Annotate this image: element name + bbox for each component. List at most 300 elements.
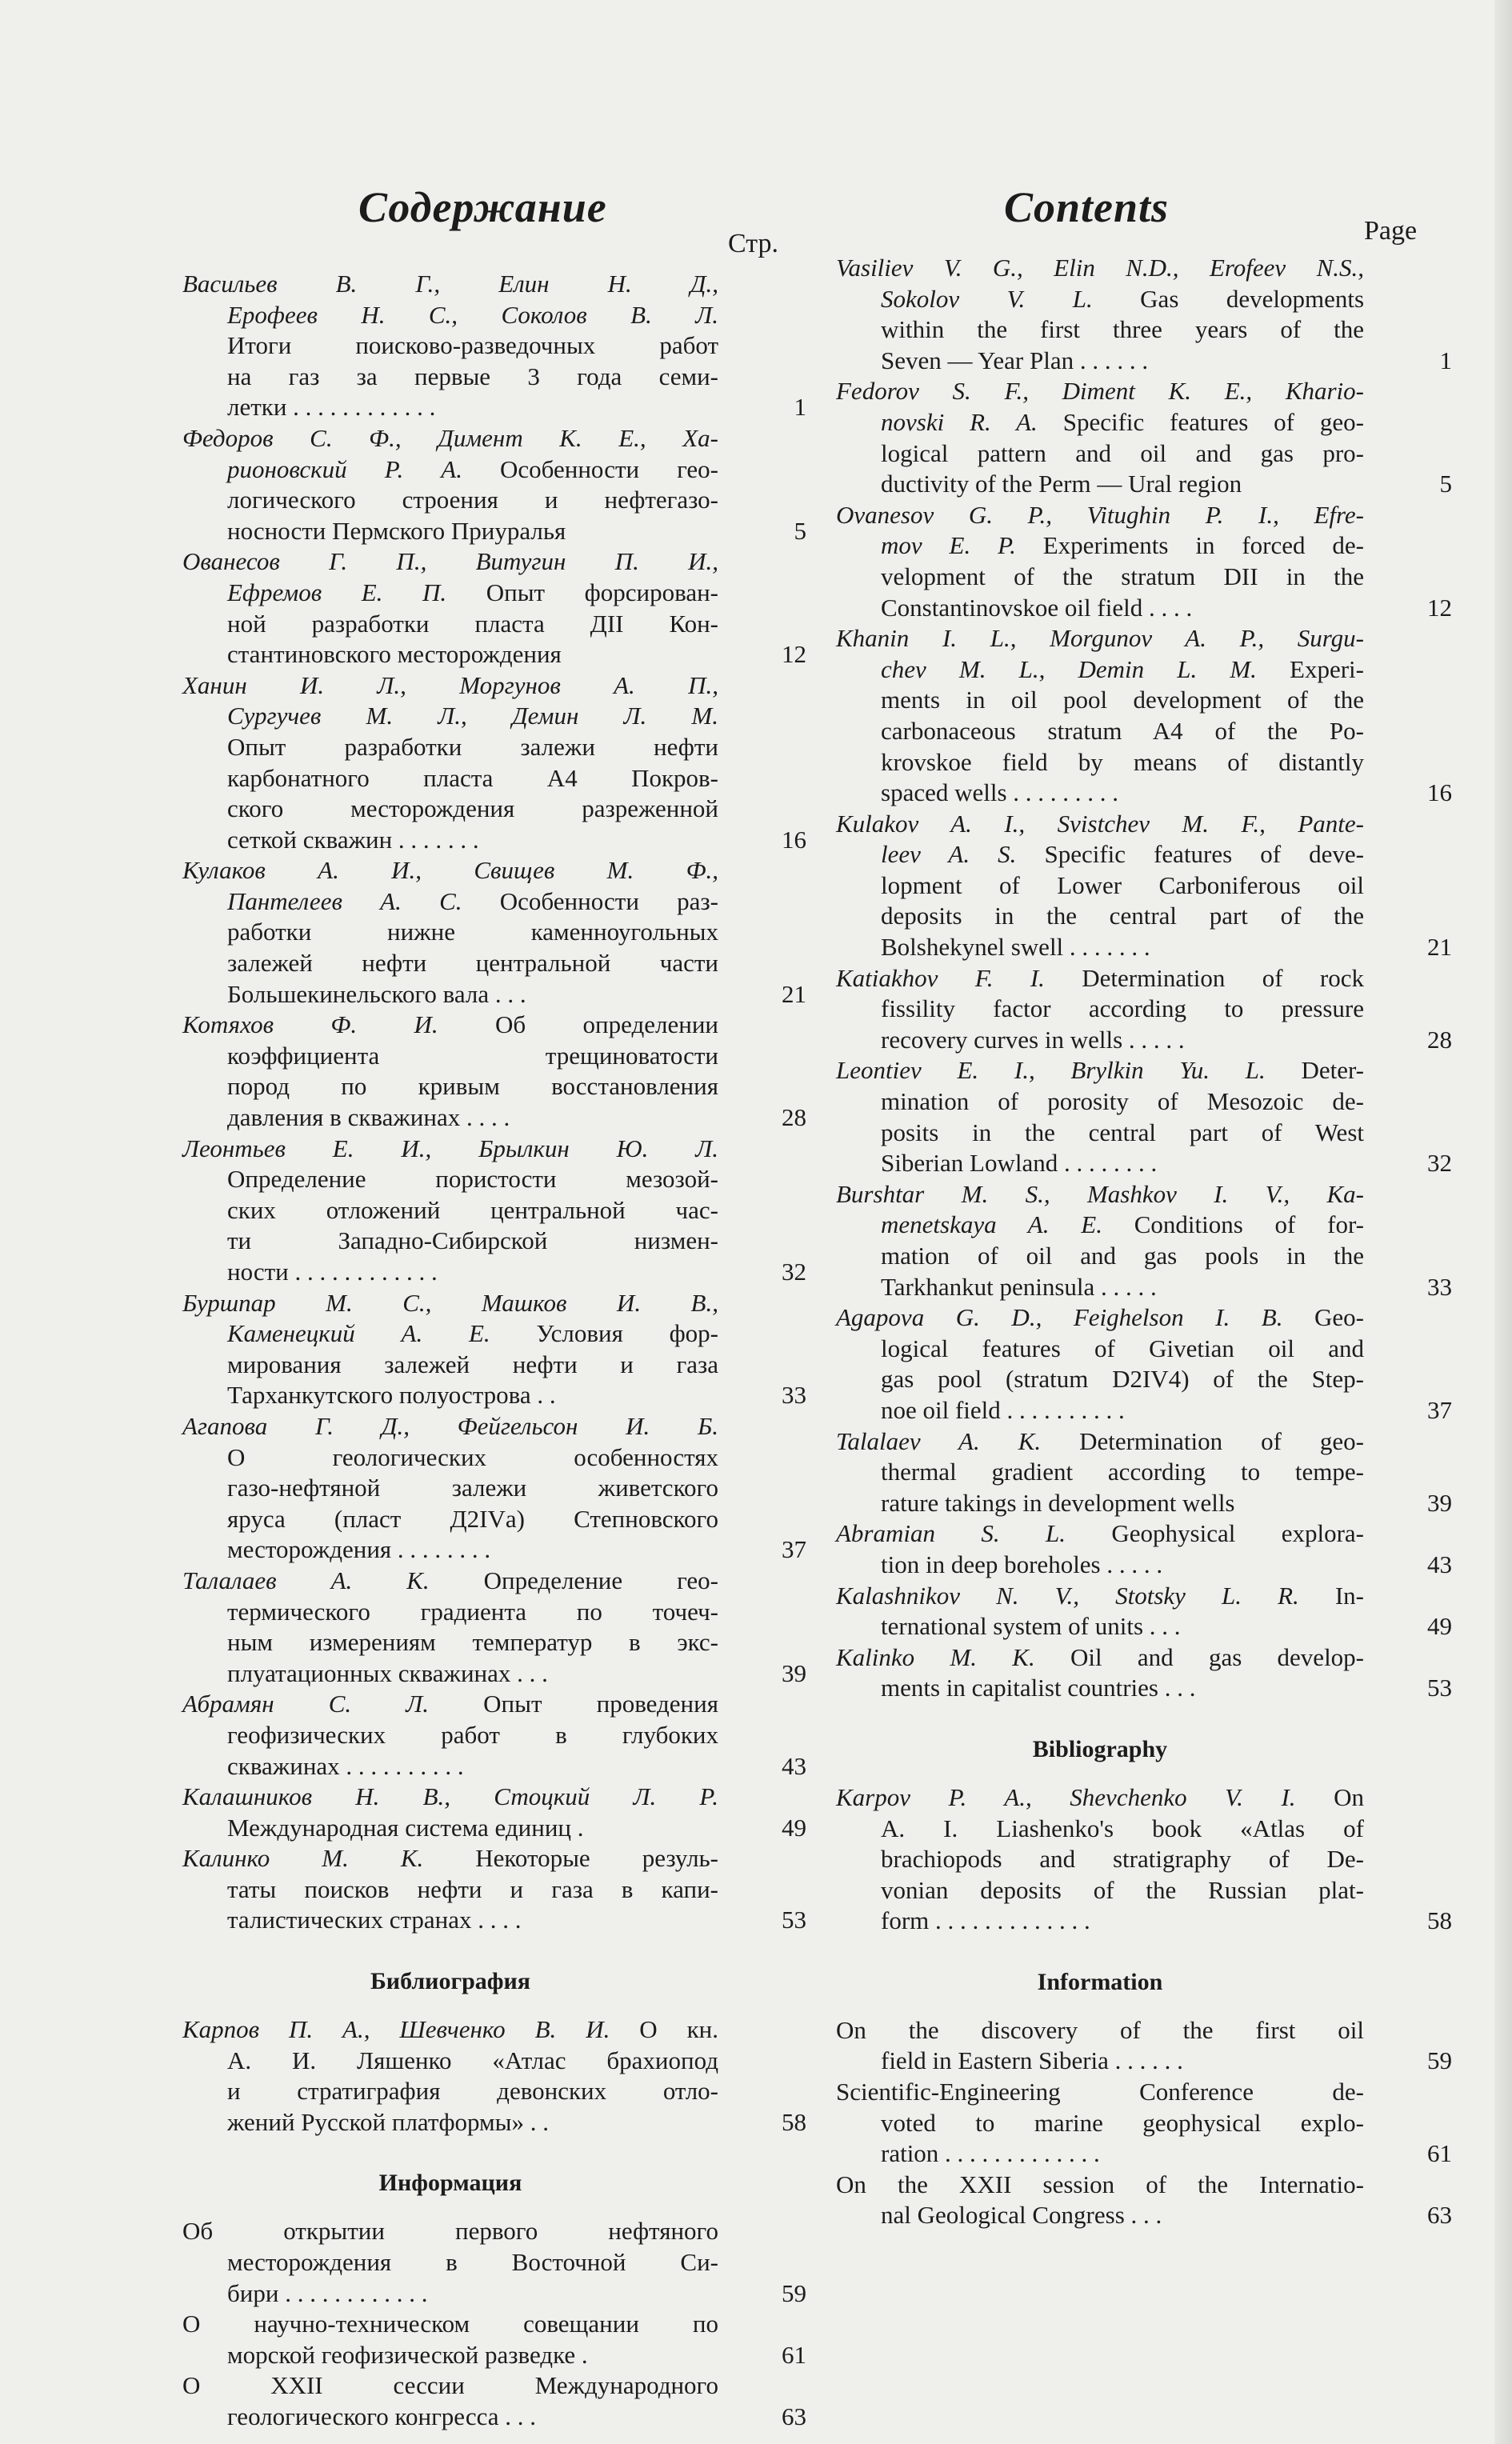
entry-authors: novski R. A. [881, 407, 1038, 436]
toc-entry-line [182, 269, 718, 300]
entry-title-text: залежей нефти центральной части [227, 949, 718, 978]
toc-entry-line [182, 516, 718, 547]
toc-entry-line [836, 314, 1364, 346]
entry-page-number: 1 [1439, 346, 1452, 374]
entry-title-text: Determination of rock [1044, 963, 1364, 992]
entry-page-number: 43 [782, 1751, 806, 1780]
toc-entry-line [836, 623, 1364, 654]
toc-entry-line [836, 376, 1364, 407]
toc-entry-line [182, 2340, 718, 2371]
toc-entry-line [836, 593, 1364, 624]
toc-entry-line [836, 2015, 1364, 2046]
toc-entry-line [836, 1025, 1364, 1056]
entry-authors: mov E. P. [881, 531, 1016, 560]
entry-title-text: ских отложений центральной час- [227, 1195, 718, 1224]
toc-entry-line [836, 530, 1364, 562]
toc-entry-line [836, 1055, 1364, 1086]
entry-page-number: 63 [1427, 2201, 1452, 2230]
entry-title-text: термического градиента по точеч- [227, 1597, 718, 1626]
toc-entry [182, 1411, 806, 1566]
entry-title-text: Gas developments [1092, 284, 1365, 313]
toc-entry [182, 2370, 806, 2432]
entry-authors: Burshtar M. S., Mashkov I. V., Ka- [836, 1179, 1364, 1208]
entry-authors: Сургучев М. Л., Демин Л. М. [227, 702, 718, 730]
entry-title-text: О геологических особенностях [227, 1442, 718, 1471]
toc-entry-line [182, 1010, 718, 1041]
entry-page-number: 39 [1427, 1488, 1452, 1517]
toc-entry [836, 2077, 1452, 2170]
toc-entry-line [182, 1504, 718, 1535]
entry-title-text: месторождения в Восточной Си- [227, 2248, 718, 2277]
toc-entry-line [836, 2077, 1364, 2108]
entry-authors: Karpov P. A., Shevchenko V. I. [836, 1782, 1296, 1811]
entry-title-text: nal Geological Congress . . . [881, 2201, 1162, 2230]
toc-entry-line [182, 732, 718, 763]
entry-title-text: Siberian Lowland . . . . . . . . [881, 1149, 1158, 1178]
russian-entries [182, 269, 806, 2433]
english-bibliography-list [836, 1782, 1452, 1937]
toc-entry [182, 2309, 806, 2370]
entry-title-text: Итоги поисково-разведочных работ [227, 331, 718, 360]
toc-entry-line [836, 2108, 1364, 2139]
toc-entry-line [182, 639, 718, 670]
toc-entry-line [182, 2107, 718, 2138]
entry-authors: leev A. S. [881, 840, 1017, 869]
toc-entry-line [182, 1473, 718, 1504]
entry-title-text: бири . . . . . . . . . . . . [227, 2278, 428, 2307]
entry-title-text: Об открытии первого нефтяного [182, 2217, 718, 2246]
toc-entry-line [182, 1627, 718, 1658]
toc-entry-line [836, 1395, 1364, 1426]
entry-title-text: ments in oil pool development of the [881, 686, 1364, 714]
entry-title-text: О XXII сессии Международного [182, 2371, 718, 2400]
entry-authors: Леонтьев Е. И., Брылкин Ю. Л. [182, 1134, 718, 1162]
entry-title-text: талистических странах . . . . [227, 1906, 522, 1934]
toc-entry-line [836, 1426, 1364, 1458]
entry-title-text: ным измерениям температур в экс- [227, 1628, 718, 1657]
entry-title-text: In- [1298, 1581, 1364, 1610]
toc-entry-line [836, 839, 1364, 870]
toc-entry-line [182, 546, 718, 578]
entry-authors: chev M. L., Demin L. M. [881, 654, 1257, 683]
toc-entry-line [182, 825, 718, 856]
entry-title-text: Bolshekynel swell . . . . . . . [881, 933, 1150, 962]
toc-entry-line [836, 1611, 1364, 1642]
entry-title-text: Большекинельского вала . . . [227, 979, 526, 1008]
entry-title-text: пород по кривым восстановления [227, 1072, 718, 1101]
toc-entry-line [182, 2076, 718, 2107]
toc-entry-line [836, 1906, 1364, 1937]
toc-entry-line [836, 1642, 1364, 1674]
toc-entry-line [182, 886, 718, 918]
entry-title-text: давления в скважинах . . . . [227, 1103, 510, 1132]
entry-title-text: krovskoe field by means of distantly [881, 747, 1364, 776]
toc-entry-line [182, 1102, 718, 1134]
toc-entry-line [182, 2247, 718, 2278]
entry-title-text: мирования залежей нефти и газа [227, 1350, 718, 1378]
russian-bibliography-heading: Библиография [370, 1968, 531, 1995]
entry-title-text: ration . . . . . . . . . . . . . [881, 2139, 1100, 2168]
entry-authors: Ованесов Г. П., Витугин П. И., [182, 547, 718, 576]
entry-title-text: field in Eastern Siberia . . . . . . [881, 2046, 1183, 2075]
entry-page-number: 21 [782, 979, 806, 1008]
entry-title-text: Geophysical explora- [1066, 1519, 1364, 1548]
toc-entry-line [836, 1518, 1364, 1550]
toc-entry-line [836, 685, 1364, 716]
toc-entry [182, 1566, 806, 1689]
entry-title-text: карбонатного пласта А4 Покров- [227, 763, 718, 792]
entry-title-text: геологического конгресса . . . [227, 2402, 536, 2430]
toc-entry-line [182, 1720, 718, 1751]
entry-authors: Ефремов Е. П. [227, 578, 447, 606]
toc-entry [182, 1782, 806, 1843]
entry-title-text: летки . . . . . . . . . . . . [227, 393, 436, 422]
entry-title-text: Conditions of for- [1102, 1210, 1364, 1239]
entry-authors: Fedorov S. F., Diment K. E., Khario- [836, 377, 1364, 406]
entry-title-text: жений Русской платформы» . . [227, 2107, 550, 2136]
entry-title-text: rature takings in development wells [881, 1488, 1235, 1517]
toc-entry-line [836, 716, 1364, 747]
entry-title-text: spaced wells . . . . . . . . . [881, 778, 1119, 807]
entry-title-text: Scientific-Engineering Conference de- [836, 2078, 1364, 2106]
entry-page-number: 49 [782, 1813, 806, 1842]
russian-articles [182, 269, 806, 1936]
toc-entry-line [836, 901, 1364, 932]
entry-authors: Vasiliev V. G., Elin N.D., Erofeev N.S., [836, 254, 1364, 282]
entry-title-text: ternational system of units . . . [881, 1612, 1181, 1641]
toc-entry-line [182, 763, 718, 794]
entry-title-text: form . . . . . . . . . . . . . [881, 1906, 1090, 1935]
toc-entry-line [182, 330, 718, 362]
toc-entry-line [182, 917, 718, 948]
entry-title-text: Определение гео- [429, 1566, 719, 1594]
entry-title-text: месторождения . . . . . . . . [227, 1535, 491, 1564]
entry-title-text: Oil and gas develop- [1034, 1642, 1364, 1671]
entry-title-text: ности . . . . . . . . . . . . [227, 1258, 438, 1286]
entry-authors: Ovanesov G. P., Vitughin P. I., Efre- [836, 500, 1364, 529]
entry-title-text: gas pool (stratum D2IV4) of the Step- [881, 1365, 1364, 1394]
entry-authors: Котяхов Ф. И. [182, 1010, 438, 1039]
entry-page-number: 37 [782, 1535, 806, 1564]
entry-title-text: геофизических работ в глубоких [227, 1720, 718, 1749]
toc-entry-line [182, 794, 718, 825]
toc-entry-line [182, 392, 718, 423]
toc-entry-line [836, 346, 1364, 377]
toc-entry-line [836, 932, 1364, 963]
toc-entry [836, 1179, 1452, 1302]
entry-title-text: яруса (пласт Д2IVа) Степновского [227, 1504, 718, 1533]
toc-entry-line [836, 469, 1364, 500]
entry-title-text: fissility factor according to pressure [881, 994, 1364, 1023]
entry-title-text: Опыт форсирован- [446, 578, 718, 606]
toc-entry-line [182, 670, 718, 702]
entry-title-text: A. I. Liashenko's book «Atlas of [881, 1814, 1364, 1842]
entry-page-number: 37 [1427, 1395, 1452, 1424]
entry-title-text: Тарханкутского полуострова . . [227, 1381, 556, 1410]
english-page-column-header: Page [1364, 216, 1418, 246]
entry-title-text: Опыт проведения [429, 1690, 718, 1718]
toc-entry-line [182, 1658, 718, 1690]
toc-entry-line [836, 2200, 1364, 2231]
toc-entry [836, 809, 1452, 963]
toc-entry-line [836, 2138, 1364, 2170]
toc-entry [836, 963, 1452, 1056]
toc-entry-line [836, 1364, 1364, 1395]
entry-page-number: 12 [1427, 593, 1452, 622]
entry-page-number: 59 [1427, 2046, 1452, 2075]
toc-entry-line [836, 1875, 1364, 1906]
entry-title-text: recovery curves in wells . . . . . [881, 1025, 1185, 1054]
toc-entry-line [182, 2370, 718, 2402]
entry-title-text: carbonaceous stratum A4 of the Po- [881, 716, 1364, 745]
entry-page-number: 58 [1427, 1906, 1452, 1935]
entry-page-number: 53 [782, 1906, 806, 1934]
english-information-list [836, 2015, 1452, 2231]
entry-page-number: 33 [1427, 1272, 1452, 1301]
entry-title-text: работки нижне каменноугольных [227, 918, 718, 946]
toc-entry-line [836, 1844, 1364, 1875]
toc-entry [182, 670, 806, 856]
toc-entry [836, 2015, 1452, 2077]
toc-entry-line [836, 1272, 1364, 1303]
entry-page-number: 5 [794, 516, 806, 545]
entry-page-number: 33 [782, 1381, 806, 1410]
russian-information-heading: Информация [378, 2170, 522, 2197]
entry-title-text: ductivity of the Perm — Ural region [881, 470, 1242, 498]
toc-entry [836, 1302, 1452, 1426]
toc-entry-line [836, 1488, 1364, 1519]
entry-title-text: within the first three years of the [881, 315, 1364, 344]
toc-entry-line [836, 1814, 1364, 1845]
entry-authors: Буршпар М. С., Машков И. В., [182, 1288, 718, 1317]
entry-title-text: Особенности раз- [462, 886, 718, 915]
entry-title-text: Specific features of deve- [1016, 840, 1364, 869]
toc-entry-line [836, 1302, 1364, 1334]
toc-entry-line [836, 1581, 1364, 1612]
entry-authors: рионовский Р. А. [227, 454, 462, 483]
entry-authors: Sokolov V. L. [881, 284, 1093, 313]
entry-title-text: Опыт разработки залежи нефти [227, 732, 718, 761]
russian-contents-title: Содержание [358, 183, 607, 231]
entry-title-text: lopment of Lower Carboniferous oil [881, 870, 1364, 899]
entry-title-text: Tarkhankut peninsula . . . . . [881, 1272, 1157, 1301]
entry-authors: Khanin I. L., Morgunov A. P., Surgu- [836, 624, 1364, 653]
toc-entry-line [182, 1874, 718, 1906]
toc-entry [836, 376, 1452, 499]
toc-entry [182, 1288, 806, 1411]
toc-entry-line [182, 1041, 718, 1072]
toc-entry-line [182, 2278, 718, 2310]
toc-entry-line [182, 701, 718, 732]
toc-entry-line [182, 1689, 718, 1720]
toc-entry-line [836, 1782, 1364, 1814]
entry-title-text: А. И. Ляшенко «Атлас брахиопод [227, 2046, 718, 2074]
toc-entry-line [182, 454, 718, 486]
toc-entry-line [836, 994, 1364, 1025]
entry-page-number: 59 [782, 2278, 806, 2307]
entry-title-text: logical pattern and oil and gas pro- [881, 438, 1364, 467]
entry-page-number: 28 [1427, 1025, 1452, 1054]
toc-entry [836, 1055, 1452, 1178]
entry-title-text: tion in deep boreholes . . . . . [881, 1550, 1163, 1578]
toc-entry-line [182, 1905, 718, 1936]
toc-entry-line [836, 2170, 1364, 2201]
toc-entry [836, 2170, 1452, 2231]
toc-entry-line [182, 1226, 718, 1257]
toc-entry [836, 1782, 1452, 1937]
toc-entry-line [836, 438, 1364, 470]
entry-title-text: Международная система единиц . [227, 1813, 584, 1842]
toc-entry-line [836, 778, 1364, 809]
entry-title-text: Условия фор- [490, 1319, 718, 1348]
toc-entry-line [836, 963, 1364, 994]
toc-entry-line [836, 1241, 1364, 1272]
toc-entry [182, 855, 806, 1010]
english-articles [836, 253, 1452, 1704]
entry-page-number: 28 [782, 1103, 806, 1132]
entry-title-text: О кн. [610, 2015, 718, 2044]
entry-title-text: thermal gradient according to tempe- [881, 1458, 1364, 1486]
entry-title-text: Об определении [438, 1010, 718, 1039]
entry-authors: Katiakhov F. I. [836, 963, 1045, 992]
toc-entry [836, 253, 1452, 376]
toc-entry-line [182, 1813, 718, 1844]
entry-page-number: 32 [782, 1258, 806, 1286]
toc-entry [836, 1426, 1452, 1519]
entry-title-text: Особенности гео- [462, 454, 718, 483]
toc-entry-line [836, 253, 1364, 284]
toc-entry-line [836, 1210, 1364, 1241]
entry-authors: Ерофеев Н. С., Соколов В. Л. [227, 300, 718, 329]
english-contents-title: Contents [1004, 183, 1170, 231]
toc-entry-line [182, 2014, 718, 2046]
toc-entry-line [836, 1086, 1364, 1118]
toc-entry-line [836, 562, 1364, 593]
entry-page-number: 58 [782, 2107, 806, 2136]
toc-entry-line [182, 948, 718, 979]
entry-title-text: на газ за первые 3 года семи- [227, 362, 718, 390]
entry-title-text: таты поисков нефти и газа в капи- [227, 1874, 718, 1903]
entry-title-text: posits in the central part of West [881, 1118, 1364, 1146]
entry-page-number: 16 [1427, 778, 1452, 807]
entry-title-text: Experi- [1256, 654, 1364, 683]
toc-entry-line [182, 979, 718, 1010]
toc-entry-line [182, 423, 718, 454]
entry-title-text: velopment of the stratum DII in the [881, 562, 1364, 590]
entry-authors: Федоров С. Ф., Димент К. Е., Ха- [182, 423, 718, 452]
entry-authors: Ханин И. Л., Моргунов А. П., [182, 670, 718, 699]
toc-entry-line [182, 485, 718, 516]
entry-page-number: 43 [1427, 1550, 1452, 1578]
entry-authors: Kalashnikov N. V., Stotsky L. R. [836, 1581, 1299, 1610]
toc-entry [182, 2216, 806, 2309]
english-information-heading: Information [1037, 1968, 1163, 1995]
entry-authors: Kulakov A. I., Svistchev M. F., Pante- [836, 809, 1364, 838]
toc-entry-line [836, 809, 1364, 840]
entry-page-number: 16 [782, 825, 806, 854]
toc-entry-line [182, 855, 718, 886]
entry-authors: Васильев В. Г., Елин Н. Д., [182, 270, 718, 298]
entry-title-text: Constantinovskoe oil field . . . . [881, 593, 1193, 622]
toc-entry-line [836, 407, 1364, 438]
entry-title-text: vonian deposits of the Russian plat- [881, 1875, 1364, 1904]
toc-entry-line [182, 2216, 718, 2247]
toc-entry [836, 1518, 1452, 1580]
russian-bibliography-list [182, 2014, 806, 2138]
toc-entry-line [182, 1071, 718, 1102]
toc-entry-line [182, 1782, 718, 1813]
entry-title-text: сеткой скважин . . . . . . . [227, 825, 479, 854]
toc-entry-line [836, 1118, 1364, 1149]
entry-authors: Talalaev A. K. [836, 1426, 1042, 1455]
entry-title-text: ной разработки пласта ДII Кон- [227, 609, 718, 638]
entry-title-text: On the XXII session of the Internatio- [836, 2170, 1364, 2198]
toc-entry-line [182, 1288, 718, 1319]
toc-entry [182, 2014, 806, 2138]
toc-entry-line [182, 1411, 718, 1442]
entry-title-text: ского месторождения разреженной [227, 794, 718, 823]
entry-title-text: brachiopods and stratigraphy of De- [881, 1845, 1364, 1874]
toc-entry-line [182, 1597, 718, 1628]
entry-title-text: О научно-техническом совещании по [182, 2310, 718, 2338]
toc-entry-line [836, 1457, 1364, 1488]
toc-entry-line [182, 1534, 718, 1566]
toc-entry [836, 623, 1452, 809]
toc-entry [836, 1642, 1452, 1704]
entry-title-text: плуатационных скважинах . . . [227, 1658, 548, 1687]
entry-page-number: 21 [1427, 933, 1452, 962]
toc-entry-line [182, 1843, 718, 1874]
entry-page-number: 32 [1427, 1149, 1452, 1178]
entry-title-text: носности Пермского Приуралья [227, 516, 566, 545]
toc-entry-line [836, 1673, 1364, 1704]
toc-entry [182, 423, 806, 546]
entry-title-text: Определение пористости мезозой- [227, 1165, 718, 1194]
toc-entry-line [182, 1134, 718, 1165]
toc-entry-line [182, 1751, 718, 1782]
entry-authors: Пантелеев А. С. [227, 886, 462, 915]
entry-title-text: ments in capitalist countries . . . [881, 1674, 1196, 1702]
entry-title-text: скважинах . . . . . . . . . . [227, 1751, 464, 1780]
toc-entry-line [836, 1334, 1364, 1365]
toc-entry-line [182, 300, 718, 331]
toc-entry [836, 500, 1452, 623]
entry-authors: Абрамян С. Л. [182, 1690, 430, 1718]
toc-entry-line [182, 362, 718, 393]
entry-title-text: Geo- [1282, 1303, 1364, 1332]
entry-authors: Талалаев А. К. [182, 1566, 430, 1594]
entry-page-number: 63 [782, 2402, 806, 2430]
english-entries [836, 253, 1452, 2231]
entry-authors: Карпов П. А., Шевченко В. И. [182, 2015, 610, 2044]
toc-entry-line [182, 1350, 718, 1381]
toc-entry [182, 1843, 806, 1936]
entry-title-text: mination of porosity of Mesozoic de- [881, 1087, 1364, 1116]
toc-entry-line [182, 1566, 718, 1597]
toc-entry [182, 1134, 806, 1288]
entry-page-number: 1 [794, 393, 806, 422]
entry-title-text: noe oil field . . . . . . . . . . [881, 1395, 1125, 1424]
entry-title-text: Seven — Year Plan . . . . . . [881, 346, 1149, 374]
entry-authors: Калашников Н. В., Стоцкий Л. Р. [182, 1782, 718, 1811]
entry-page-number: 39 [782, 1658, 806, 1687]
entry-title-text: deposits in the central part of the [881, 902, 1364, 930]
entry-page-number: 61 [782, 2340, 806, 2369]
toc-entry-line [182, 1195, 718, 1226]
entry-title-text: ти Западно-Сибирской низмен- [227, 1226, 718, 1255]
toc-entry-line [182, 2402, 718, 2433]
toc-entry-line [836, 2046, 1364, 2077]
